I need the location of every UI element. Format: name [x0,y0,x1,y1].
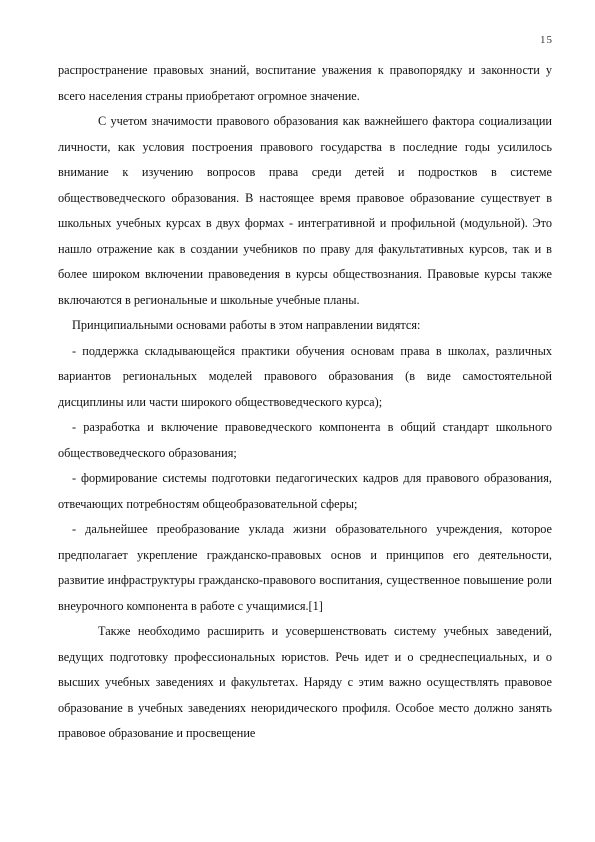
list-item-school-transformation: - дальнейшее преобразование уклада жизни образовательного учреждения, которое предполагает укрепление гражданско-правовых основ и принципов его деятельности, развитие инфраструктуры гражданско-правового воспитания, существенное повышение роли внеурочного компонента в работе с учащимися.[1] [58,522,552,613]
paragraph-legal-education: С учетом значимости правового образования как важнейшего фактора социализации личности, как условия построения правового государства в последние годы усилилось внимание к изучению вопросов права среди детей и подростков в системе обществоведческого образования. В настоящее время правовое образование существует в школьных учебных курсах в двух формах - интегративной и профильной (модульной). Это нашло отражение как в создании учебников по праву для факультативных курсов, так и в более широком включении правоведения в курсы обществознания. Правовые курсы также включаются в региональные и школьные учебные планы. [58,114,552,307]
list-item-teacher-training: - формирование системы подготовки педагогических кадров для правового образования, отвечающих потребностям общеобразовательной сферы; [58,471,552,511]
paragraph-educational-institutions: Также необходимо расширить и усовершенствовать систему учебных заведений, ведущих подготовку профессиональных юристов. Речь идет и о среднеспециальных, и о высших учебных заведениях и факультетах. Наряду с этим важно осуществлять правовое образование в учебных заведениях неюридического профиля. Особое место должно занять правовое образование и просвещение [58,624,552,740]
list-item-standard-component: - разработка и включение правоведческого компонента в общий стандарт школьного обществоведческого образования; [58,420,552,460]
page-number: 15 [540,34,553,46]
paragraph-principles-intro: Принципиальными основами работы в этом направлении видятся: [72,318,421,332]
paragraph-continuation: распространение правовых знаний, воспитание уважения к правопорядку и законности у всего населения страны приобретают огромное значение. [58,63,552,103]
document-body [58,58,552,747]
list-item-support-practice: - поддержка складывающейся практики обучения основам права в школах, различных вариантов региональных моделей правового образования (в виде самостоятельной дисциплины или части широкого обществоведческого курса); [58,343,552,409]
